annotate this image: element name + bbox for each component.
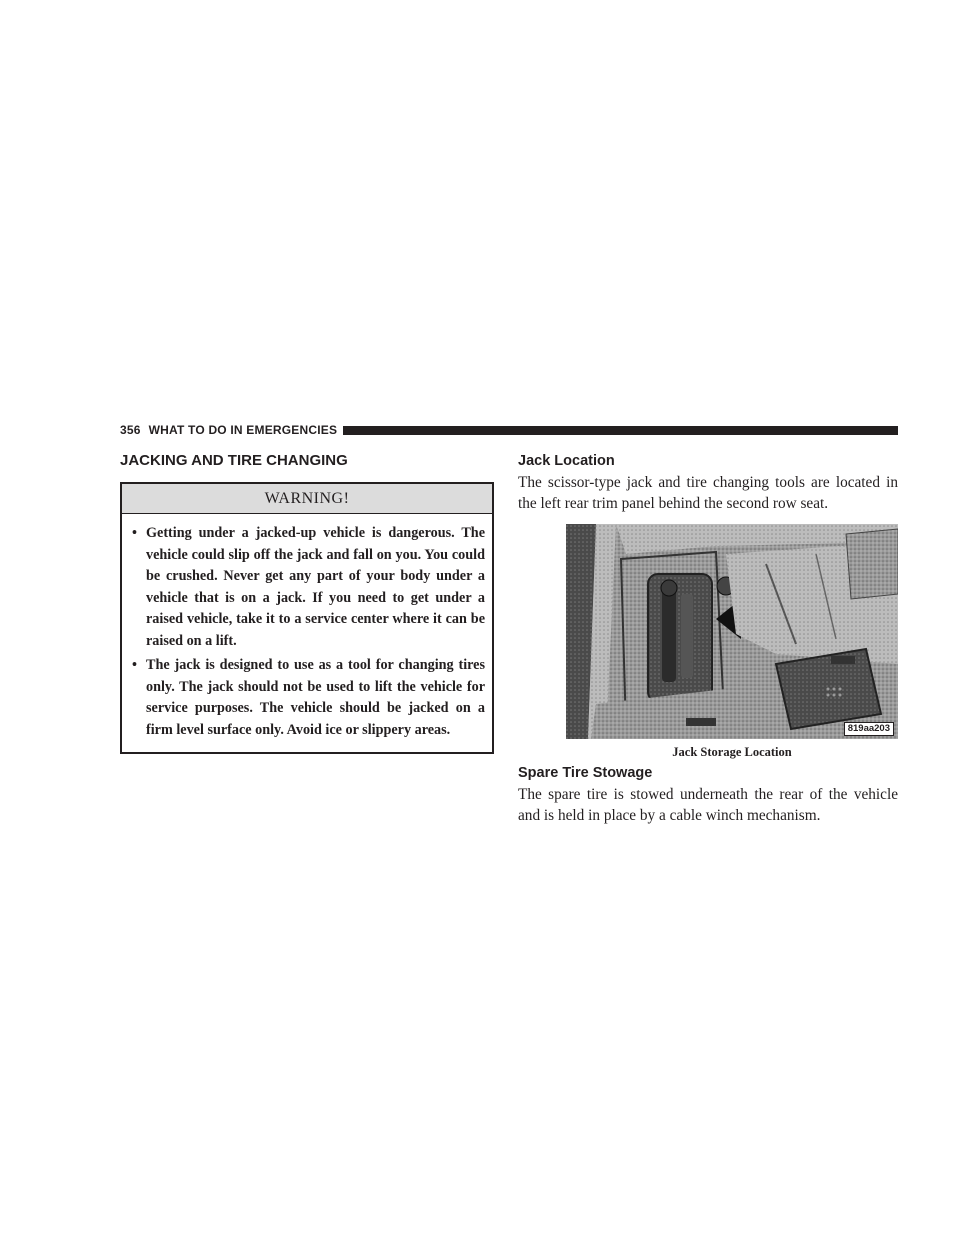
warning-box bbox=[120, 482, 494, 754]
jack-location-text: The scissor-type jack and tire changing tools are located in the left rear trim panel behind the second row seat. bbox=[518, 474, 898, 512]
warning-item bbox=[132, 655, 485, 741]
jack-location-heading: Jack Location bbox=[518, 453, 615, 469]
section-title: WHAT TO DO IN EMERGENCIES bbox=[148, 423, 338, 437]
figure-caption: Jack Storage Location bbox=[672, 745, 792, 759]
figure-code: 819aa203 bbox=[844, 722, 894, 736]
warning-item-text: The jack is designed to use as a tool for changing tires only. The jack should not be used to lift the vehicle for service purposes. The vehicle should be jacked on a firm level surface only. Avoid ice or slippery areas. bbox=[146, 657, 485, 738]
left-column bbox=[120, 452, 494, 754]
right-column bbox=[518, 452, 898, 826]
warning-item-text: Getting under a jacked-up vehicle is dangerous. The vehicle could slip off the jack and fall on you. You could be crushed. Never get any part of your body under a vehicle that is on a jack. If you need to get under a raised vehicle, take it to a service center where it can be raised on a lift. bbox=[146, 525, 485, 649]
spare-tire-heading: Spare Tire Stowage bbox=[518, 765, 653, 781]
bullet-icon: • bbox=[132, 657, 137, 673]
page-header bbox=[120, 423, 898, 437]
jack-storage-figure bbox=[566, 524, 898, 760]
cargo-area-illustration bbox=[566, 524, 898, 739]
bullet-icon: • bbox=[132, 525, 137, 541]
warning-item bbox=[132, 523, 485, 652]
warning-title: WARNING! bbox=[122, 484, 492, 514]
page-number: 356 bbox=[120, 423, 141, 437]
warning-list bbox=[122, 514, 492, 752]
header-rule bbox=[343, 426, 898, 435]
section-heading: JACKING AND TIRE CHANGING bbox=[120, 452, 348, 469]
jack-storage-photo bbox=[566, 524, 898, 739]
spare-tire-text: The spare tire is stowed underneath the rear of the vehicle and is held in place by a cable winch mechanism. bbox=[518, 786, 898, 824]
